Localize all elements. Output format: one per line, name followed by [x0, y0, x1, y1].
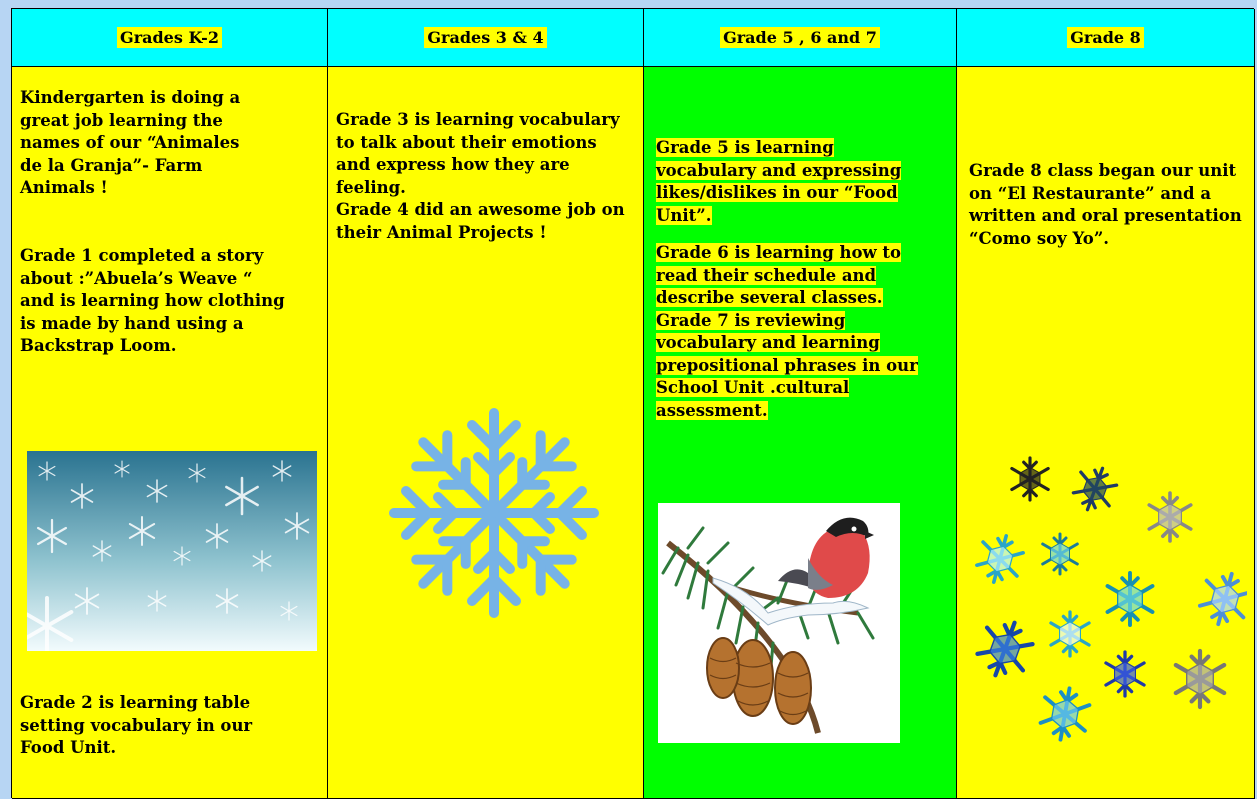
grade8-text: Grade 8 class began our unit on “El Restaurante” and a written and oral presentation “Como soy Yo”.	[969, 161, 1242, 248]
header-grades-k-2: Grades K-2	[12, 9, 328, 67]
bullfinch-on-pine-branch-picture	[658, 503, 900, 743]
kindergarten-text: Kindergarten is doing a great job learning the names of our “Animales de la Granja”- Farm Animals !	[20, 88, 241, 197]
snowfall-picture	[27, 451, 317, 651]
snowflake-icon	[386, 405, 602, 621]
grade6-7-text: Grade 6 is learning how to read their schedule and describe several classes. Grade 7 is reviewing vocabulary and learning prepositional phrases in our School Unit .cultural assessment.	[656, 243, 918, 420]
grade2-text: Grade 2 is learning table setting vocabulary in our Food Unit.	[20, 693, 253, 757]
header-grade-8: Grade 8	[957, 9, 1255, 67]
header-grades-3-4: Grades 3 & 4	[328, 9, 644, 67]
cell-grades-3-4	[328, 67, 644, 799]
grade3-4-text: Grade 3 is learning vocabulary to talk about their emotions and express how they are feeling. Grade 4 did an awesome job on their Animal Projects !	[336, 110, 625, 242]
top-strip	[0, 0, 1257, 8]
cell-grade-8	[957, 67, 1255, 799]
snowflakes-cluster-picture	[975, 449, 1247, 749]
grade1-text: Grade 1 completed a story about :”Abuela’s Weave “ and is learning how clothing is made by hand using a Backstrap Loom.	[20, 246, 285, 355]
cell-grades-k-2	[12, 67, 328, 799]
header-grades-5-6-7: Grade 5 , 6 and 7	[644, 9, 957, 67]
grade-news-table	[11, 8, 1254, 798]
grade5-text: Grade 5 is learning vocabulary and expressing likes/dislikes in our “Food Unit”.	[656, 138, 902, 225]
cell-grades-5-6-7	[644, 67, 957, 799]
